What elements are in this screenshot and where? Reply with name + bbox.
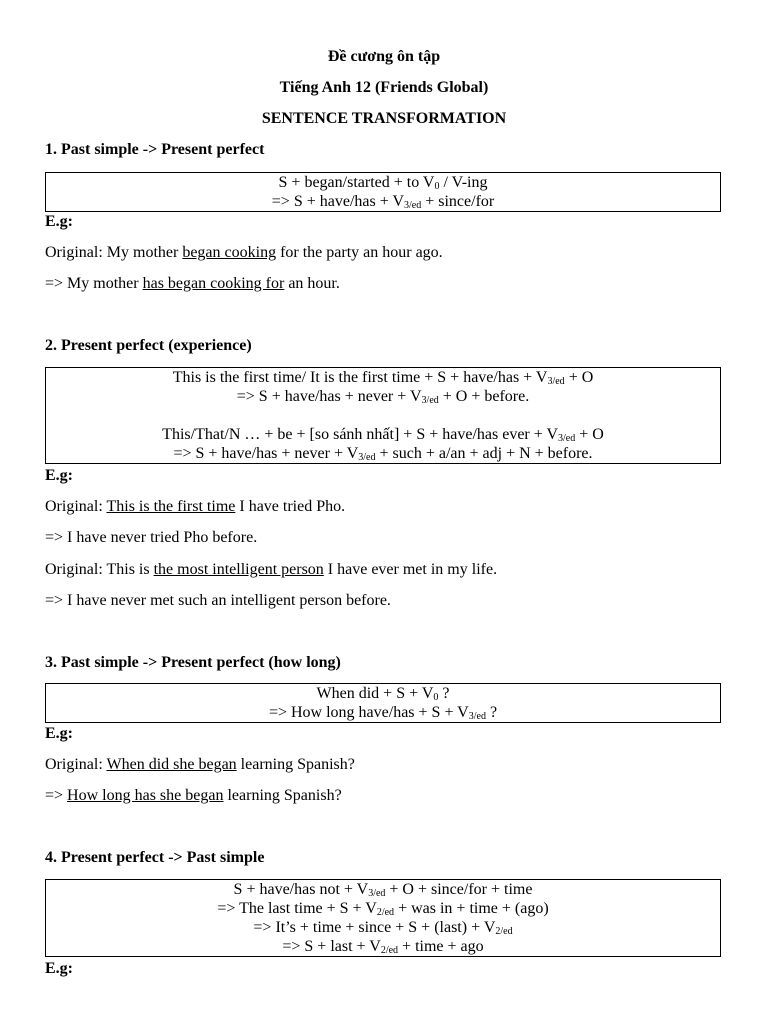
section-2-eg-label: E.g: — [45, 467, 73, 484]
formula-line: => S + have/has + $V_{3/ed}$ + since/for — [271, 193, 495, 211]
section-4-heading: 4. Present perfect -> Past simple — [45, 849, 265, 866]
formula-line: => S + have/has + never + $V_{3/ed} + O$ + before. — [236, 388, 530, 406]
formula-line: => S + last + $V_{2/ed}$ + time + ago — [282, 938, 484, 956]
section-3-formula-box — [45, 683, 721, 723]
section-2-heading: 2. Present perfect (experience) — [45, 337, 252, 354]
formula-line: => S + have/has + never + $V_{3/ed}$ + such + a/an + adj + N + before. — [173, 445, 593, 463]
section-1-eg-label: E.g: — [45, 213, 73, 230]
section-3-heading: 3. Past simple -> Present perfect (how long) — [45, 654, 341, 671]
section-3-example-answer: => How long has she began learning Spanish? — [45, 787, 342, 804]
formula-line: => The last time + $S + V_{2/ed}$ + was in + time + (ago) — [217, 900, 549, 918]
formula-line: => How long have/has + $S + V_{3/ed}$ ? — [268, 704, 498, 722]
formula-line: => It’s + time + since + S + (last) + $V_{2/ed}$ — [253, 919, 513, 937]
doc-title: Đề cương ôn tập — [327, 48, 441, 65]
section-2-example-original-2: Original: This is the most intelligent person I have ever met in my life. — [45, 561, 498, 578]
formula-line: S + have/has not + $V_{3/ed} + O$ + since/for + time — [233, 881, 533, 899]
section-4-eg-label: E.g: — [45, 960, 73, 977]
section-1-example-answer: => My mother has began cooking for an hour. — [45, 275, 340, 292]
section-3-eg-label: E.g: — [45, 725, 73, 742]
formula-line: When did + $S + V_0$ ? — [316, 685, 450, 703]
formula-line: S + began/started + to $V_0 / V-ing$ — [278, 174, 488, 192]
doc-topic: SENTENCE TRANSFORMATION — [261, 110, 507, 127]
section-3-example-original: Original: When did she began learning Spanish? — [45, 756, 355, 773]
formula-line: This is the first time/ It is the first time + S + have/has + $V_{3/ed} + O$ — [172, 369, 594, 387]
section-2-example-answer: => I have never tried Pho before. — [45, 529, 258, 546]
doc-subtitle: Tiếng Anh 12 (Friends Global) — [279, 79, 489, 96]
formula-line: This/That/N … + be + [so sánh nhất] + S + have/has ever + $V_{3/ed} + O$ — [162, 426, 604, 444]
section-1-heading: 1. Past simple -> Present perfect — [45, 141, 265, 158]
section-2-example-answer-2: => I have never met such an intelligent person before. — [45, 592, 391, 609]
section-4-formula-box — [45, 879, 721, 957]
section-1-formula-box — [45, 172, 721, 212]
section-2-formula-box — [45, 367, 721, 464]
section-2-example-original: Original: This is the first time I have tried Pho. — [45, 498, 346, 515]
section-1-example-original: Original: My mother began cooking for the party an hour ago. — [45, 244, 443, 261]
